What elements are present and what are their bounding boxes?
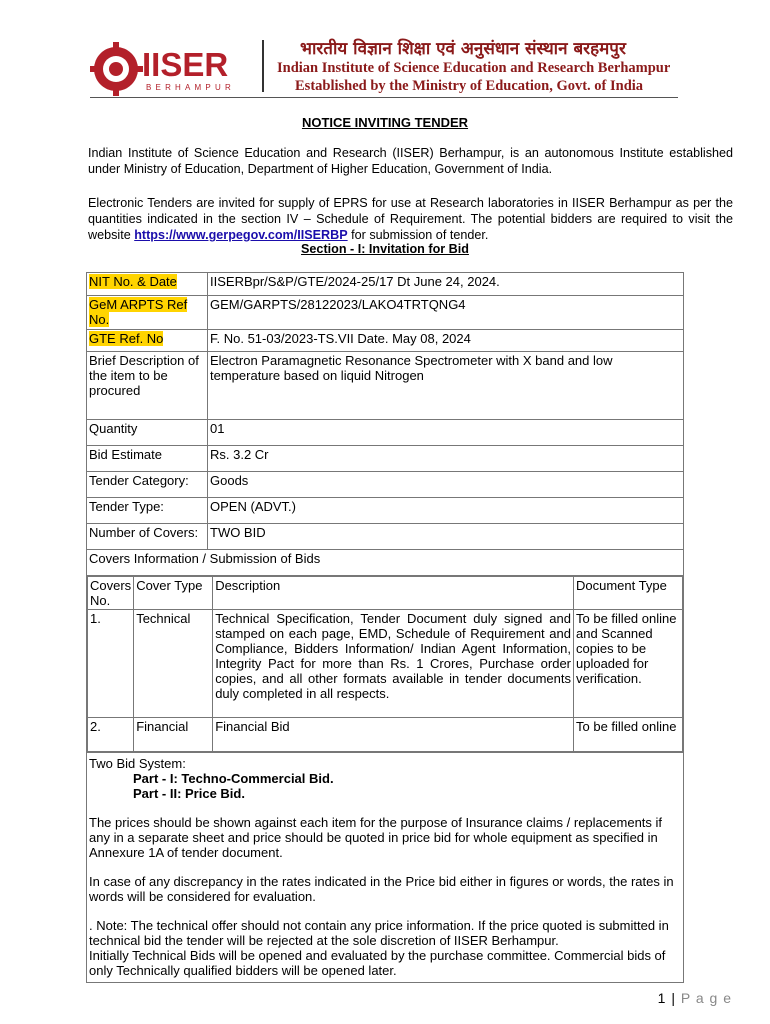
header-divider	[262, 40, 264, 92]
bid-part-1: Part - I: Techno-Commercial Bid.	[133, 771, 334, 786]
page-footer: 1 | P a g e	[657, 990, 732, 1006]
gerpe-website-link[interactable]: https://www.gerpegov.com/IISERBP	[134, 228, 348, 242]
nit-value: IISERBpr/S&P/GTE/2024-25/17 Dt June 24, 2024.	[208, 273, 684, 296]
covers-header-row	[88, 577, 683, 610]
nit-row	[87, 273, 684, 296]
prices-note: The prices should be shown against each item for the purpose of Insurance claims / replacements if any in a separate sheet and price should be quoted in price bid for whole equipment as specified in Annexure 1A of tender document.	[89, 815, 663, 860]
bid-estimate-label: Bid Estimate	[87, 446, 208, 472]
institute-name-english: Indian Institute of Science Education and Research Berhampur	[277, 60, 671, 76]
bid-estimate-value: Rs. 3.2 Cr	[208, 446, 684, 472]
cover-doc-type: To be filled online and Scanned copies to be uploaded for verification.	[574, 610, 683, 718]
bid-system-box	[87, 753, 684, 983]
quantity-value: 01	[208, 420, 684, 446]
tender-paragraph	[88, 195, 733, 243]
bid-estimate-row	[87, 446, 684, 472]
tender-type-row	[87, 498, 684, 524]
bid-part-2: Part - II: Price Bid.	[133, 786, 245, 801]
gem-label-cell	[87, 296, 208, 330]
description-value: Electron Paramagnetic Resonance Spectrometer with X band and low temperature based on liquid Nitrogen	[208, 352, 684, 420]
quantity-label: Quantity	[87, 420, 208, 446]
gte-label-cell	[87, 330, 208, 352]
covers-info-row	[87, 550, 684, 576]
cover-no: 2.	[88, 718, 134, 752]
gte-label: GTE Ref. No	[89, 331, 164, 346]
description-header: Description	[213, 577, 574, 610]
gear-emblem-icon	[90, 42, 143, 96]
tender-type-label: Tender Type:	[87, 498, 208, 524]
gte-row	[87, 330, 684, 352]
svg-text:BERHAMPUR: BERHAMPUR	[146, 83, 235, 92]
gem-label-line2: No.	[89, 312, 110, 327]
bid-system-row	[87, 753, 684, 983]
nit-label: NIT No. & Date	[89, 274, 177, 289]
opening-note: Initially Technical Bids will be opened and evaluated by the purchase committee. Commercial bids of only Technically qualified bidders will be opened later.	[89, 948, 666, 978]
cover-no: 1.	[88, 610, 134, 718]
notice-title: NOTICE INVITING TENDER	[301, 115, 469, 130]
category-value: Goods	[208, 472, 684, 498]
intro-paragraph: Indian Institute of Science Education and Research (IISER) Berhampur, is an autonomous Institute established under Ministry of Education, Department of Higher Education, Government of India.	[88, 146, 733, 176]
table-row	[88, 718, 683, 752]
description-label: Brief Description of the item to be procured	[87, 352, 208, 420]
gem-label-line1: GeM ARPTS Ref	[89, 297, 188, 312]
covers-no-header: Covers No.	[88, 577, 134, 610]
cover-description: Technical Specification, Tender Document duly signed and stamped on each page, EMD, Schedule of Requirement and Compliance, Bidders Information/ Indian Agent Information, Integrity Pact for more than Rs. 1 Crores, Purchase order copies, and all other formats available in tender documents duly completed in all respects.	[213, 610, 574, 718]
covers-value: TWO BID	[208, 524, 684, 550]
tender-type-value: OPEN (ADVT.)	[208, 498, 684, 524]
nit-label-cell	[87, 273, 208, 296]
tender-details-table	[86, 272, 684, 983]
covers-label: Number of Covers:	[87, 524, 208, 550]
document-type-header: Document Type	[574, 577, 683, 610]
table-row	[88, 610, 683, 718]
page-label: P a g e	[680, 990, 732, 1006]
covers-row	[87, 524, 684, 550]
cover-doc-type: To be filled online	[574, 718, 683, 752]
cover-type: Technical	[134, 610, 213, 718]
quantity-row	[87, 420, 684, 446]
gem-value: GEM/GARPTS/28122023/LAKO4TRTQNG4	[208, 296, 684, 330]
cover-type: Financial	[134, 718, 213, 752]
covers-table	[87, 576, 683, 752]
institute-name-hindi: भारतीय विज्ञान शिक्षा एवं अनुसंधान संस्थान बरहमपुर	[300, 39, 626, 59]
bid-system-title: Two Bid System:	[89, 756, 186, 771]
covers-info: Covers Information / Submission of Bids	[87, 550, 684, 576]
tender-text-before: Electronic Tenders are invited for supply of EPRS for use at Research laboratories in IISER Berhampur as per the quantities indicated in the section IV – Schedule of Requirement. The potential bidders are required to visit the website	[88, 196, 733, 242]
cover-description: Financial Bid	[213, 718, 574, 752]
description-row	[87, 352, 684, 420]
cover-type-header: Cover Type	[134, 577, 213, 610]
discrepancy-note: In case of any discrepancy in the rates indicated in the Price bid either in figures or words, the rates in words will be considered for evaluation.	[89, 874, 674, 904]
gte-value: F. No. 51-03/2023-TS.VII Date. May 08, 2024	[208, 330, 684, 352]
gem-row	[87, 296, 684, 330]
institute-established: Established by the Ministry of Education, Govt. of India	[295, 78, 644, 94]
category-row	[87, 472, 684, 498]
svg-text:IISER: IISER	[142, 46, 229, 83]
iiser-logo	[90, 40, 250, 98]
tender-text-after: for submission of tender.	[347, 228, 489, 242]
header-rule	[90, 97, 678, 98]
category-label: Tender Category:	[87, 472, 208, 498]
section-title: Section - I: Invitation for Bid	[301, 242, 469, 256]
technical-note: . Note: The technical offer should not contain any price information. If the price quoted is submitted in technical bid the tender will be rejected at the sole discretion of IISER Berhampur.	[89, 918, 669, 948]
page-number: 1	[657, 990, 667, 1006]
covers-subtable-row	[87, 576, 684, 753]
